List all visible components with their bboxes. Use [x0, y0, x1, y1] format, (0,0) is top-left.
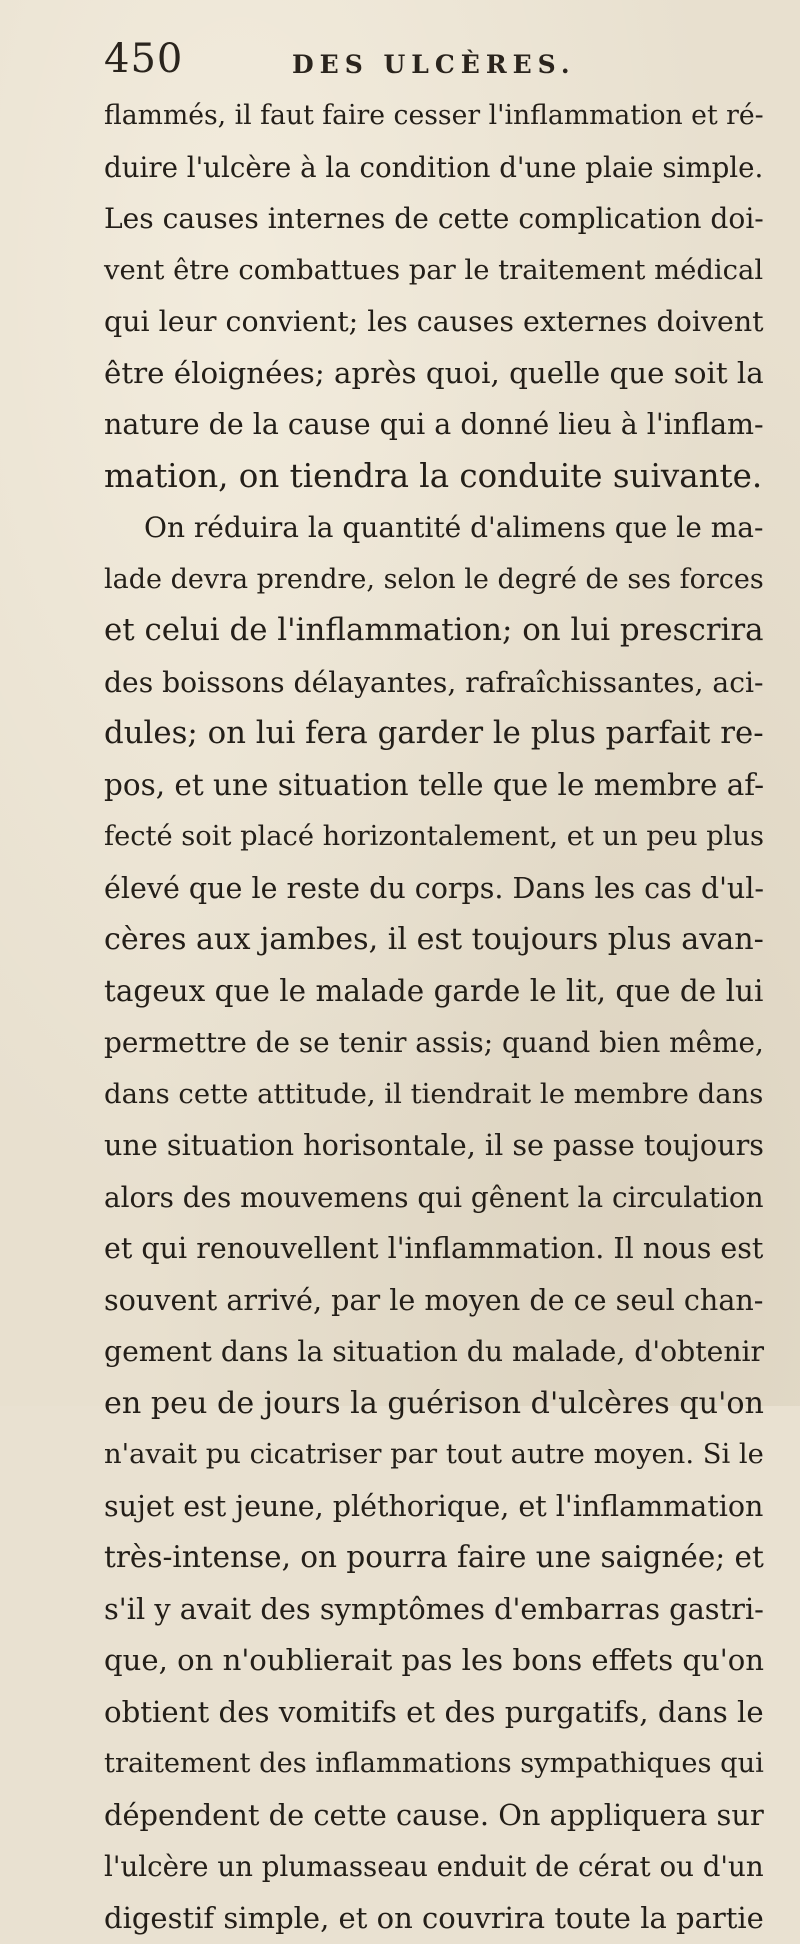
- text-line: sujet est jeune, pléthorique, et l'inflammation: [104, 1481, 764, 1533]
- text-line: alors des mouvemens qui gênent la circulation: [104, 1172, 764, 1224]
- text-line: fecté soit placé horizontalement, et un peu plus: [104, 811, 764, 863]
- text-line: mation, on tiendra la conduite suivante.: [104, 451, 764, 503]
- text-line: vent être combattues par le traitement médical: [104, 245, 764, 297]
- text-line: être éloignées; après quoi, quelle que soit la: [104, 348, 764, 400]
- text-line: des boissons délayantes, rafraîchissantes, aci-: [104, 657, 764, 709]
- text-line: que, on n'oublierait pas les bons effets qu'on: [104, 1635, 764, 1687]
- text-line: cères aux jambes, il est toujours plus avan-: [104, 914, 764, 966]
- text-line: duire l'ulcère à la condition d'une plaie simple.: [104, 142, 764, 194]
- text-line: permettre de se tenir assis; quand bien même,: [104, 1017, 764, 1069]
- text-line: Les causes internes de cette complication doi-: [104, 193, 764, 245]
- text-line: digestif simple, et on couvrira toute la partie: [104, 1893, 764, 1944]
- text-line: l'ulcère un plumasseau enduit de cérat ou d'un: [104, 1841, 764, 1893]
- text-line: et qui renouvellent l'inflammation. Il nous est: [104, 1223, 764, 1275]
- text-line: pos, et une situation telle que le membre af-: [104, 760, 764, 812]
- text-line: dans cette attitude, il tiendrait le membre dans: [104, 1069, 764, 1121]
- text-line: élevé que le reste du corps. Dans les cas d'ul-: [104, 863, 764, 915]
- text-line: une situation horisontale, il se passe toujours: [104, 1120, 764, 1172]
- text-line: n'avait pu cicatriser par tout autre moyen. Si le: [104, 1429, 764, 1481]
- page-number: 450: [104, 36, 183, 82]
- body-text: [104, 90, 764, 1944]
- text-line: très-intense, on pourra faire une saignée; et: [104, 1532, 764, 1584]
- text-line: dépendent de cette cause. On appliquera sur: [104, 1790, 764, 1842]
- text-line: obtient des vomitifs et des purgatifs, dans le: [104, 1687, 764, 1739]
- page-header: [104, 28, 704, 88]
- text-line: tageux que le malade garde le lit, que de lui: [104, 966, 764, 1018]
- text-line: lade devra prendre, selon le degré de ses forces: [104, 554, 764, 606]
- text-line: en peu de jours la guérison d'ulcères qu'on: [104, 1378, 764, 1430]
- text-line: dules; on lui fera garder le plus parfait re-: [104, 708, 764, 760]
- text-line: et celui de l'inflammation; on lui prescrira: [104, 605, 764, 657]
- paragraph-start-line: On réduira la quantité d'alimens que le ma-: [104, 502, 764, 554]
- text-line: s'il y avait des symptômes d'embarras gastri-: [104, 1584, 764, 1636]
- text-line: qui leur convient; les causes externes doivent: [104, 296, 764, 348]
- running-head: DES ULCÈRES.: [292, 50, 576, 79]
- text-line: flammés, il faut faire cesser l'inflammation et ré-: [104, 90, 764, 142]
- text-line: nature de la cause qui a donné lieu à l'inflam-: [104, 399, 764, 451]
- text-line: souvent arrivé, par le moyen de ce seul chan-: [104, 1275, 764, 1327]
- text-line: traitement des inflammations sympathiques qui: [104, 1738, 764, 1790]
- text-line: gement dans la situation du malade, d'obtenir: [104, 1326, 764, 1378]
